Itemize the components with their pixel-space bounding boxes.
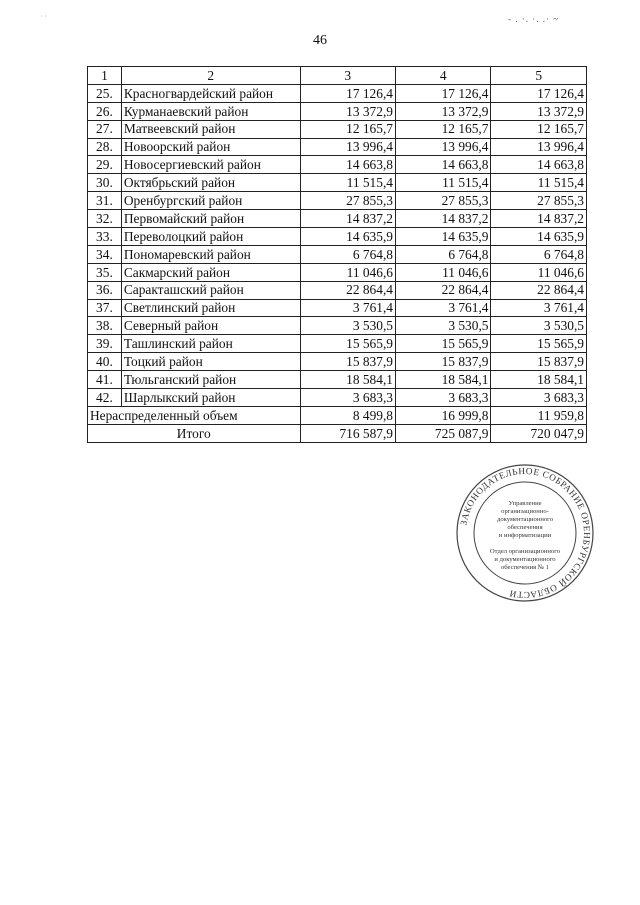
seal-line-1: Управление <box>508 500 542 507</box>
value-col-4: 14 635,9 <box>396 228 491 246</box>
value-col-3: 13 996,4 <box>300 138 395 156</box>
value-col-4: 11 046,6 <box>396 263 491 281</box>
unallocated-row <box>88 406 587 424</box>
table-row <box>88 299 587 317</box>
table-row <box>88 210 587 228</box>
table-row <box>88 174 587 192</box>
official-seal-stamp <box>455 463 595 603</box>
page-number: 46 <box>313 33 327 48</box>
value-col-4: 15 837,9 <box>396 353 491 371</box>
row-number: 32. <box>88 210 122 228</box>
district-name: Северный район <box>121 317 300 335</box>
value-col-5: 17 126,4 <box>491 84 587 102</box>
seal-line-5: и информатизации <box>498 532 552 539</box>
value-col-5: 11 515,4 <box>491 174 587 192</box>
unallocated-row-label: Нераспределенный объем <box>88 406 301 424</box>
district-name: Новоорский район <box>121 138 300 156</box>
value-col-4: 14 663,8 <box>396 156 491 174</box>
value-col-4: 12 165,7 <box>396 120 491 138</box>
value-col-5: 3 761,4 <box>491 299 587 317</box>
value-col-3: 14 837,2 <box>300 210 395 228</box>
row-number: 39. <box>88 335 122 353</box>
table-row <box>88 335 587 353</box>
district-name: Октябрьский район <box>121 174 300 192</box>
value-col-3: 3 761,4 <box>300 299 395 317</box>
value-col-5: 14 663,8 <box>491 156 587 174</box>
unallocated-row-value-3: 8 499,8 <box>300 406 395 424</box>
table-header-row <box>88 67 587 85</box>
row-number: 27. <box>88 120 122 138</box>
row-number: 36. <box>88 281 122 299</box>
value-col-3: 14 663,8 <box>300 156 395 174</box>
district-name: Курманаевский район <box>121 102 300 120</box>
row-number: 41. <box>88 371 122 389</box>
table-row <box>88 138 587 156</box>
value-col-4: 27 855,3 <box>396 192 491 210</box>
total-row-value-4: 725 087,9 <box>396 424 491 442</box>
value-col-3: 13 372,9 <box>300 102 395 120</box>
value-col-5: 6 764,8 <box>491 245 587 263</box>
value-col-4: 3 761,4 <box>396 299 491 317</box>
value-col-5: 3 683,3 <box>491 389 587 407</box>
value-col-3: 6 764,8 <box>300 245 395 263</box>
total-row <box>88 424 587 442</box>
table-row <box>88 281 587 299</box>
row-number: 29. <box>88 156 122 174</box>
header-col-3: 3 <box>300 67 395 85</box>
value-col-5: 15 565,9 <box>491 335 587 353</box>
district-name: Саракташский район <box>121 281 300 299</box>
value-col-5: 14 635,9 <box>491 228 587 246</box>
value-col-3: 3 683,3 <box>300 389 395 407</box>
value-col-5: 18 584,1 <box>491 371 587 389</box>
district-name: Светлинский район <box>121 299 300 317</box>
value-col-5: 15 837,9 <box>491 353 587 371</box>
total-row-value-3: 716 587,9 <box>300 424 395 442</box>
value-col-3: 12 165,7 <box>300 120 395 138</box>
district-name: Новосергиевский район <box>121 156 300 174</box>
row-number: 33. <box>88 228 122 246</box>
value-col-5: 27 855,3 <box>491 192 587 210</box>
table-row <box>88 156 587 174</box>
district-name: Тоцкий район <box>121 353 300 371</box>
value-col-4: 3 530,5 <box>396 317 491 335</box>
header-col-4: 4 <box>396 67 491 85</box>
value-col-3: 22 864,4 <box>300 281 395 299</box>
row-number: 30. <box>88 174 122 192</box>
scan-dots: · · <box>40 12 48 21</box>
header-col-5: 5 <box>491 67 587 85</box>
value-col-4: 11 515,4 <box>396 174 491 192</box>
row-number: 37. <box>88 299 122 317</box>
table-row <box>88 120 587 138</box>
row-number: 31. <box>88 192 122 210</box>
value-col-3: 3 530,5 <box>300 317 395 335</box>
total-row-value-5: 720 047,9 <box>491 424 587 442</box>
header-col-1: 1 <box>88 67 122 85</box>
value-col-5: 13 996,4 <box>491 138 587 156</box>
district-name: Матвеевский район <box>121 120 300 138</box>
value-col-4: 6 764,8 <box>396 245 491 263</box>
table-row <box>88 371 587 389</box>
district-name: Красногвардейский район <box>121 84 300 102</box>
table-row <box>88 192 587 210</box>
value-col-4: 13 372,9 <box>396 102 491 120</box>
value-col-4: 13 996,4 <box>396 138 491 156</box>
district-name: Тюльганский район <box>121 371 300 389</box>
table-row <box>88 317 587 335</box>
value-col-5: 13 372,9 <box>491 102 587 120</box>
row-number: 26. <box>88 102 122 120</box>
total-row-label: Итого <box>88 424 301 442</box>
value-col-5: 12 165,7 <box>491 120 587 138</box>
district-name: Сакмарский район <box>121 263 300 281</box>
district-name: Шарлыкский район <box>121 389 300 407</box>
row-number: 34. <box>88 245 122 263</box>
table-row <box>88 84 587 102</box>
unallocated-row-value-5: 11 959,8 <box>491 406 587 424</box>
value-col-5: 14 837,2 <box>491 210 587 228</box>
row-number: 35. <box>88 263 122 281</box>
seal-lower-line-3: обеспечения № 1 <box>500 564 550 571</box>
header-col-2: 2 <box>121 67 300 85</box>
value-col-3: 27 855,3 <box>300 192 395 210</box>
seal-ring-text: ЗАКОНОДАТЕЛЬНОЕ СОБРАНИЕ ОРЕНБУРГСКОЙ ОБЛАСТИ <box>458 465 593 601</box>
seal-line-3: документационного <box>496 516 554 523</box>
district-name: Переволоцкий район <box>121 228 300 246</box>
unallocated-row-value-4: 16 999,8 <box>396 406 491 424</box>
seal-lower-line-1: Отдел организационного <box>489 548 561 555</box>
row-number: 42. <box>88 389 122 407</box>
row-number: 25. <box>88 84 122 102</box>
value-col-5: 11 046,6 <box>491 263 587 281</box>
value-col-4: 14 837,2 <box>396 210 491 228</box>
seal-line-2: организационно- <box>501 508 549 515</box>
table-row <box>88 263 587 281</box>
row-number: 40. <box>88 353 122 371</box>
row-number: 38. <box>88 317 122 335</box>
district-name: Оренбургский район <box>121 192 300 210</box>
table-row <box>88 353 587 371</box>
table-row <box>88 245 587 263</box>
seal-line-4: обеспечения <box>507 524 543 531</box>
district-name: Пономаревский район <box>121 245 300 263</box>
value-col-3: 15 837,9 <box>300 353 395 371</box>
value-col-4: 15 565,9 <box>396 335 491 353</box>
value-col-5: 22 864,4 <box>491 281 587 299</box>
district-name: Первомайский район <box>121 210 300 228</box>
seal-lower-line-2: и документационного <box>494 556 556 563</box>
budget-table <box>87 66 587 443</box>
scan-marks: - . ·. ·. .· ~ <box>508 14 560 24</box>
value-col-4: 18 584,1 <box>396 371 491 389</box>
table-row <box>88 102 587 120</box>
value-col-4: 17 126,4 <box>396 84 491 102</box>
district-name: Ташлинский район <box>121 335 300 353</box>
value-col-4: 22 864,4 <box>396 281 491 299</box>
value-col-4: 3 683,3 <box>396 389 491 407</box>
value-col-3: 17 126,4 <box>300 84 395 102</box>
value-col-3: 15 565,9 <box>300 335 395 353</box>
value-col-3: 18 584,1 <box>300 371 395 389</box>
table-row <box>88 228 587 246</box>
value-col-3: 11 515,4 <box>300 174 395 192</box>
value-col-3: 14 635,9 <box>300 228 395 246</box>
value-col-5: 3 530,5 <box>491 317 587 335</box>
table-row <box>88 389 587 407</box>
row-number: 28. <box>88 138 122 156</box>
value-col-3: 11 046,6 <box>300 263 395 281</box>
